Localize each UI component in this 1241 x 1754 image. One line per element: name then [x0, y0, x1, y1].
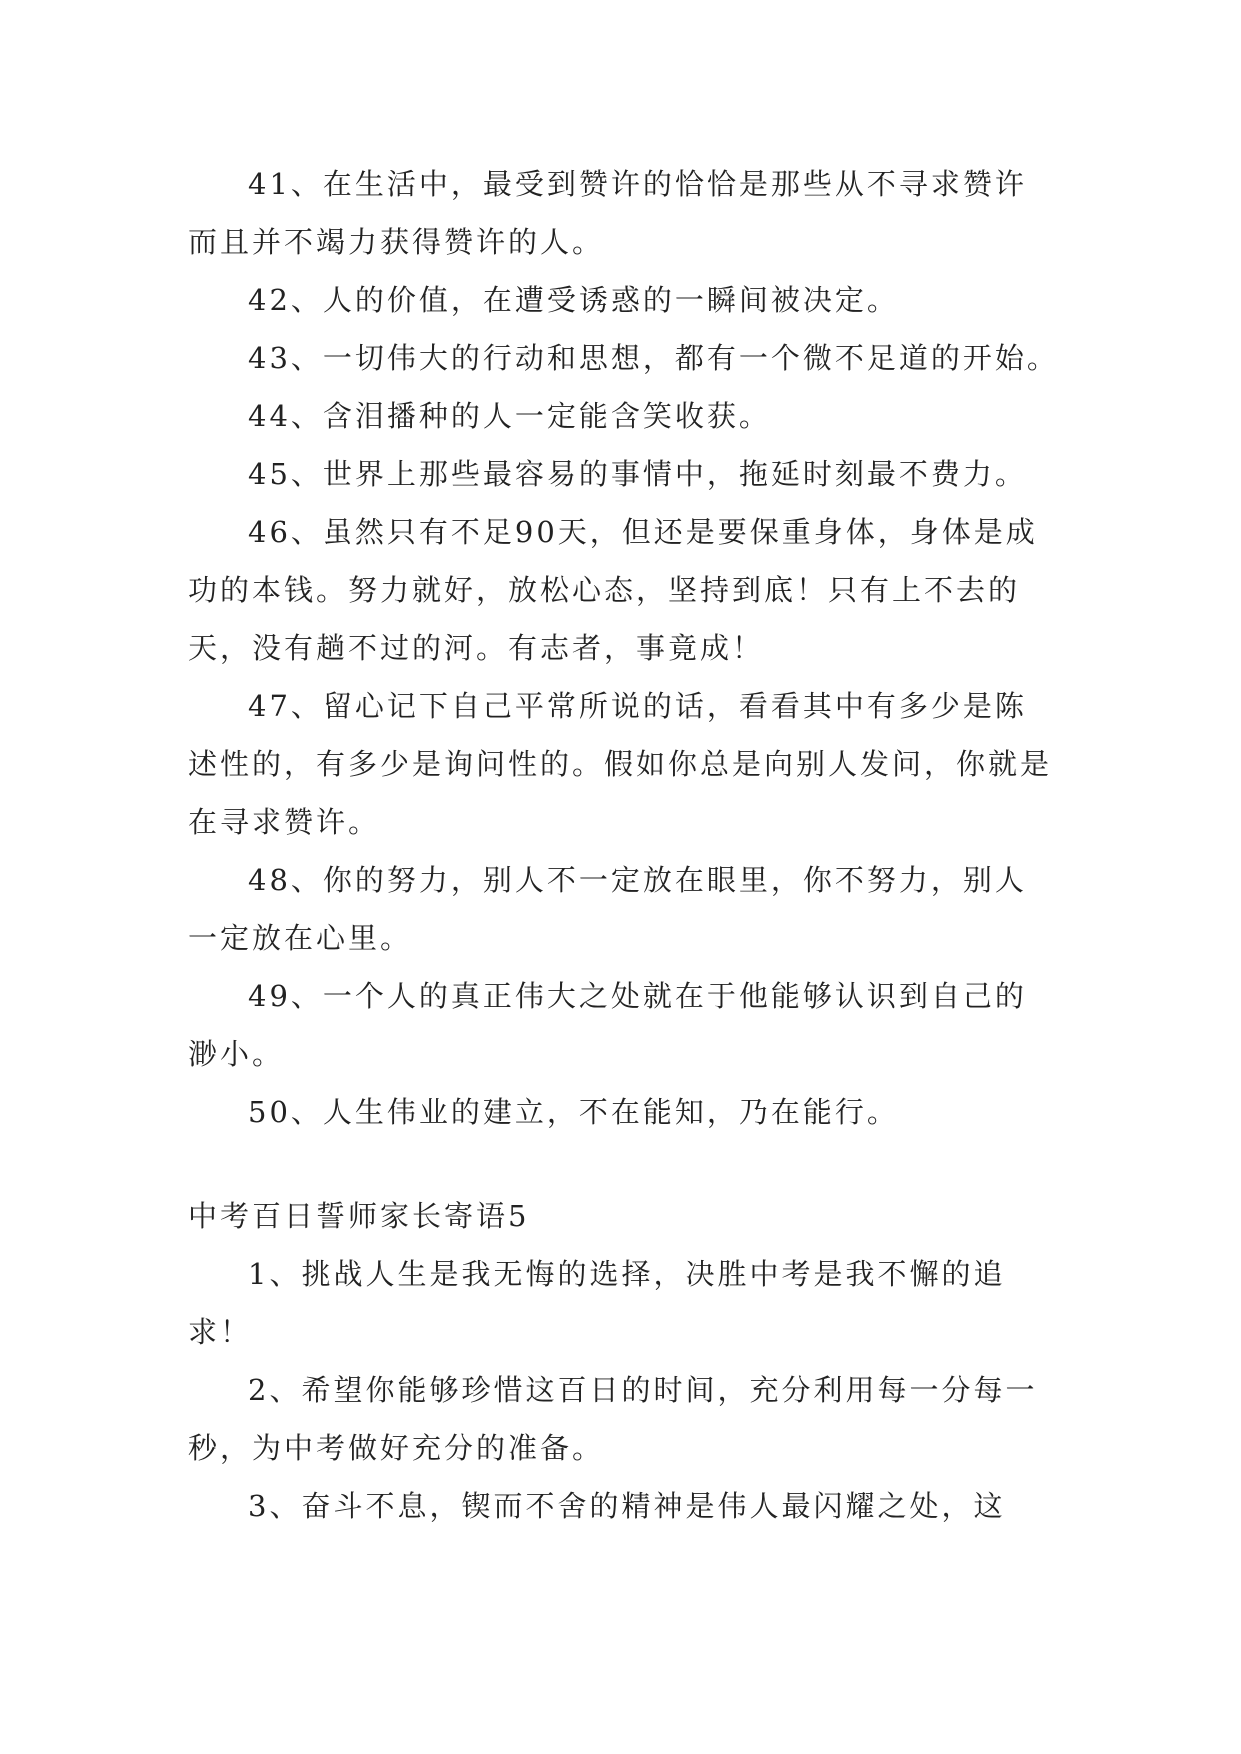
quote-item-45: 45、世界上那些最容易的事情中，拖延时刻最不费力。: [248, 457, 1027, 491]
quote-item-2: 2、希望你能够珍惜这百日的时间，充分利用每一分每一秒，为中考做好充分的准备。: [188, 1373, 1038, 1465]
quote-item-1: 1、挑战人生是我无悔的选择，决胜中考是我不懈的追求！: [188, 1257, 1006, 1349]
section-title: 中考百日誓师家长寄语5: [188, 1199, 530, 1233]
quote-item-43: 43、一切伟大的行动和思想，都有一个微不足道的开始。: [248, 341, 1059, 375]
quote-list-top: [0, 155, 1241, 1141]
quote-item-42: 42、人的价值，在遭受诱惑的一瞬间被决定。: [248, 283, 899, 317]
quote-item-44: 44、含泪播种的人一定能含笑收获。: [248, 399, 771, 433]
quote-item-47: 47、留心记下自己平常所说的话，看看其中有多少是陈述性的，有多少是询问性的。假如你总是向别人发问，你就是在寻求赞许。: [188, 689, 1053, 839]
quote-item-46: 46、虽然只有不足90天，但还是要保重身体，身体是成功的本钱。努力就好，放松心态，坚持到底！只有上不去的天，没有趟不过的河。有志者，事竟成！: [188, 515, 1038, 665]
quote-item-50: 50、人生伟业的建立，不在能知，乃在能行。: [248, 1095, 899, 1129]
quote-item-48: 48、你的努力，别人不一定放在眼里，你不努力，别人一定放在心里。: [188, 863, 1027, 955]
section-spacer: [0, 1141, 1241, 1187]
quote-item-41: 41、在生活中，最受到赞许的恰恰是那些从不寻求赞许而且并不竭力获得赞许的人。: [188, 167, 1027, 259]
quote-item-3: 3、奋斗不息，锲而不舍的精神是伟人最闪耀之处，这: [248, 1489, 1006, 1523]
quote-item-49: 49、一个人的真正伟大之处就在于他能够认识到自己的渺小。: [188, 979, 1027, 1071]
quote-list-bottom: [0, 1245, 1241, 1535]
